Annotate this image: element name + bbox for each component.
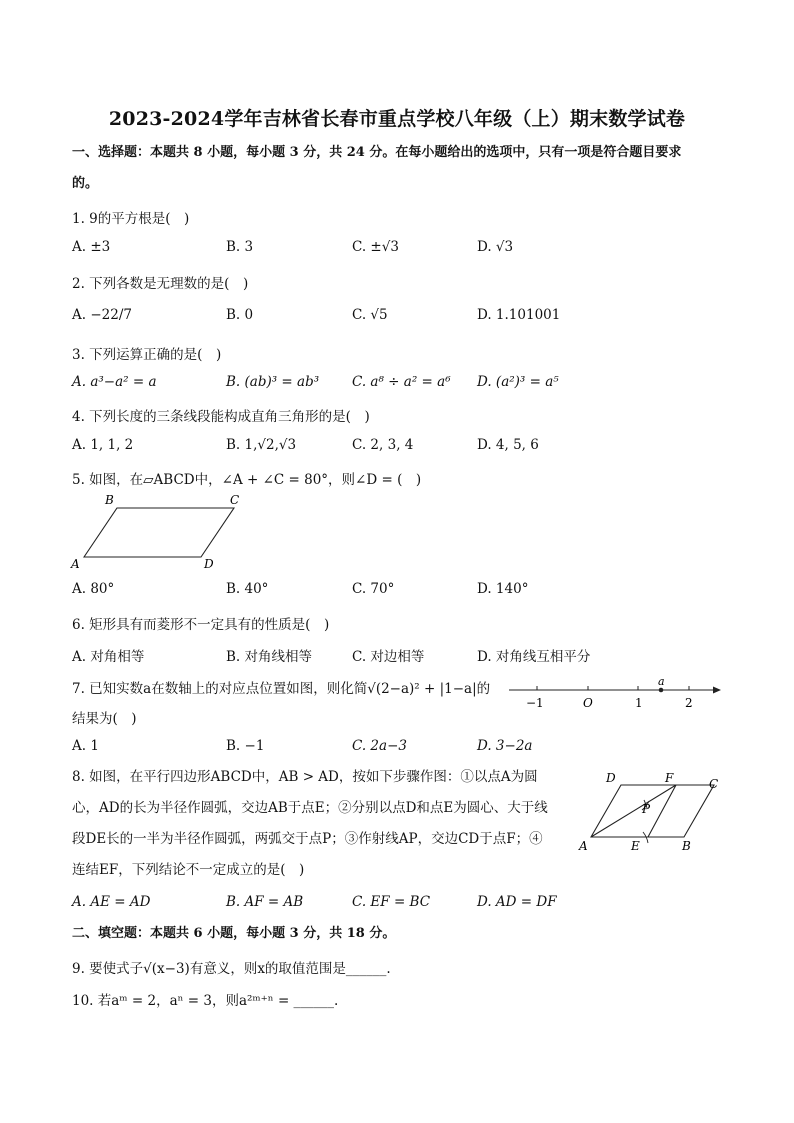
question-6-options [72, 645, 712, 665]
option-a: A. 对角相等 [72, 649, 145, 665]
question-3-options [72, 374, 712, 394]
vertex-label-c: C [230, 493, 240, 507]
point-a-label: a [658, 675, 665, 688]
option-d: D. 3−2a [477, 738, 533, 754]
question-1-options [72, 239, 712, 259]
option-c: C. 2, 3, 4 [352, 437, 414, 453]
vertex-label-a: A [579, 839, 588, 853]
vertex-label-d: D [204, 557, 214, 571]
option-a: A. 1 [72, 738, 99, 754]
option-a: A. ±3 [72, 239, 111, 255]
vertex-label-b: B [105, 493, 114, 507]
option-d: D. 4, 5, 6 [477, 437, 539, 453]
option-d: D. (a²)³ = a⁵ [477, 374, 559, 390]
question-3-stem: 3. 下列运算正确的是( ) [72, 347, 222, 363]
parallelogram-shape [84, 508, 234, 557]
vertex-label-c: C [709, 777, 719, 791]
question-7-stem-line2: 结果为( ) [72, 711, 137, 727]
question-7-stem-line1: 7. 已知实数a在数轴上的对应点位置如图，则化简√(2−a)² + |1−a|的 [72, 681, 491, 697]
option-b: B. 3 [226, 239, 254, 255]
question-2-options [72, 307, 712, 327]
vertex-label-b: B [682, 839, 691, 853]
vertex-label-d: D [606, 771, 616, 785]
option-d: D. √3 [477, 239, 514, 255]
option-c: C. √5 [352, 307, 388, 323]
option-a: A. 1, 1, 2 [72, 437, 134, 453]
tick-label-1: 1 [635, 696, 643, 710]
question-5-stem: 5. 如图，在▱ABCD中，∠A + ∠C = 80°，则∠D = ( ) [72, 472, 422, 488]
question-2-stem: 2. 下列各数是无理数的是( ) [72, 276, 249, 292]
option-c: C. EF = BC [352, 894, 431, 910]
option-a: A. a³−a² = a [72, 374, 157, 390]
option-b: B. (ab)³ = ab³ [226, 374, 320, 390]
tick-label-2: 2 [685, 696, 693, 710]
question-4-options [72, 437, 712, 457]
question-8-options [72, 894, 712, 914]
option-a: A. −22/7 [72, 307, 132, 323]
option-b: B. 对角线相等 [226, 649, 313, 665]
option-c: C. a⁸ ÷ a² = a⁶ [352, 374, 451, 390]
tick-label-neg1: −1 [526, 696, 544, 710]
option-b: B. −1 [226, 738, 265, 754]
option-b: B. 0 [226, 307, 254, 323]
option-a: A. 80° [72, 581, 115, 597]
option-d: D. AD = DF [477, 894, 557, 910]
vertex-label-f: F [665, 771, 674, 785]
question-7-options [72, 738, 712, 758]
option-b: B. 1,√2,√3 [226, 437, 297, 453]
section-1-heading-line2: 的。 [72, 176, 99, 191]
question-1-stem: 1. 9的平方根是( ) [72, 211, 190, 227]
section-2-heading: 二、填空题：本题共 6 小题，每小题 3 分，共 18 分。 [72, 926, 396, 941]
tick-label-origin: O [583, 696, 593, 710]
option-d: D. 对角线互相平分 [477, 649, 591, 665]
point-label-p: P [642, 802, 651, 816]
question-10-stem: 10. 若aᵐ = 2，aⁿ = 3，则a²ᵐ⁺ⁿ = ______. [72, 993, 339, 1009]
construction-figure [576, 770, 726, 856]
option-a: A. AE = AD [72, 894, 151, 910]
question-8-stem [72, 762, 562, 886]
section-1-heading [72, 137, 732, 199]
question-5-options [72, 581, 712, 601]
question-8-line1: 8. 如图，在平行四边形ABCD中，AB > AD，按如下步骤作图：①以点A为圆 [72, 769, 538, 785]
ray-ap [591, 785, 676, 837]
question-9-stem: 9. 要使式子√(x−3)有意义，则x的取值范围是______. [72, 961, 391, 977]
point-a-dot [659, 688, 664, 693]
question-6-stem: 6. 矩形具有而菱形不一定具有的性质是( ) [72, 617, 330, 633]
option-d: D. 1.101001 [477, 307, 561, 323]
question-8-line3: 段DE长的一半为半径作圆弧，两弧交于点P；③作射线AP，交边CD于点F；④ [72, 831, 543, 847]
option-b: B. AF = AB [226, 894, 304, 910]
question-4-stem: 4. 下列长度的三条线段能构成直角三角形的是( ) [72, 409, 370, 425]
point-label-e: E [631, 839, 640, 853]
option-c: C. 对边相等 [352, 649, 425, 665]
option-c: C. ±√3 [352, 239, 399, 255]
section-1-heading-line1: 一、选择题：本题共 8 小题，每小题 3 分，共 24 分。在每小题给出的选项中，只有一项是符合题目要求 [72, 145, 682, 160]
option-c: C. 2a−3 [352, 738, 407, 754]
option-c: C. 70° [352, 581, 395, 597]
number-line-figure [505, 674, 727, 712]
option-b: B. 40° [226, 581, 269, 597]
page-title: 2023-2024学年吉林省长春市重点学校八年级（上）期末数学试卷 [108, 108, 686, 130]
vertex-label-a: A [71, 557, 80, 571]
question-8-line4: 连结EF，下列结论不一定成立的是( ) [72, 862, 305, 878]
question-8-line2: 心，AD的长为半径作圆弧，交边AB于点E；②分别以点D和点E为圆心、大于线 [72, 800, 548, 816]
axis-arrow-icon [713, 687, 721, 694]
segment-ef [648, 785, 676, 837]
parallelogram-figure [68, 490, 258, 572]
option-d: D. 140° [477, 581, 529, 597]
